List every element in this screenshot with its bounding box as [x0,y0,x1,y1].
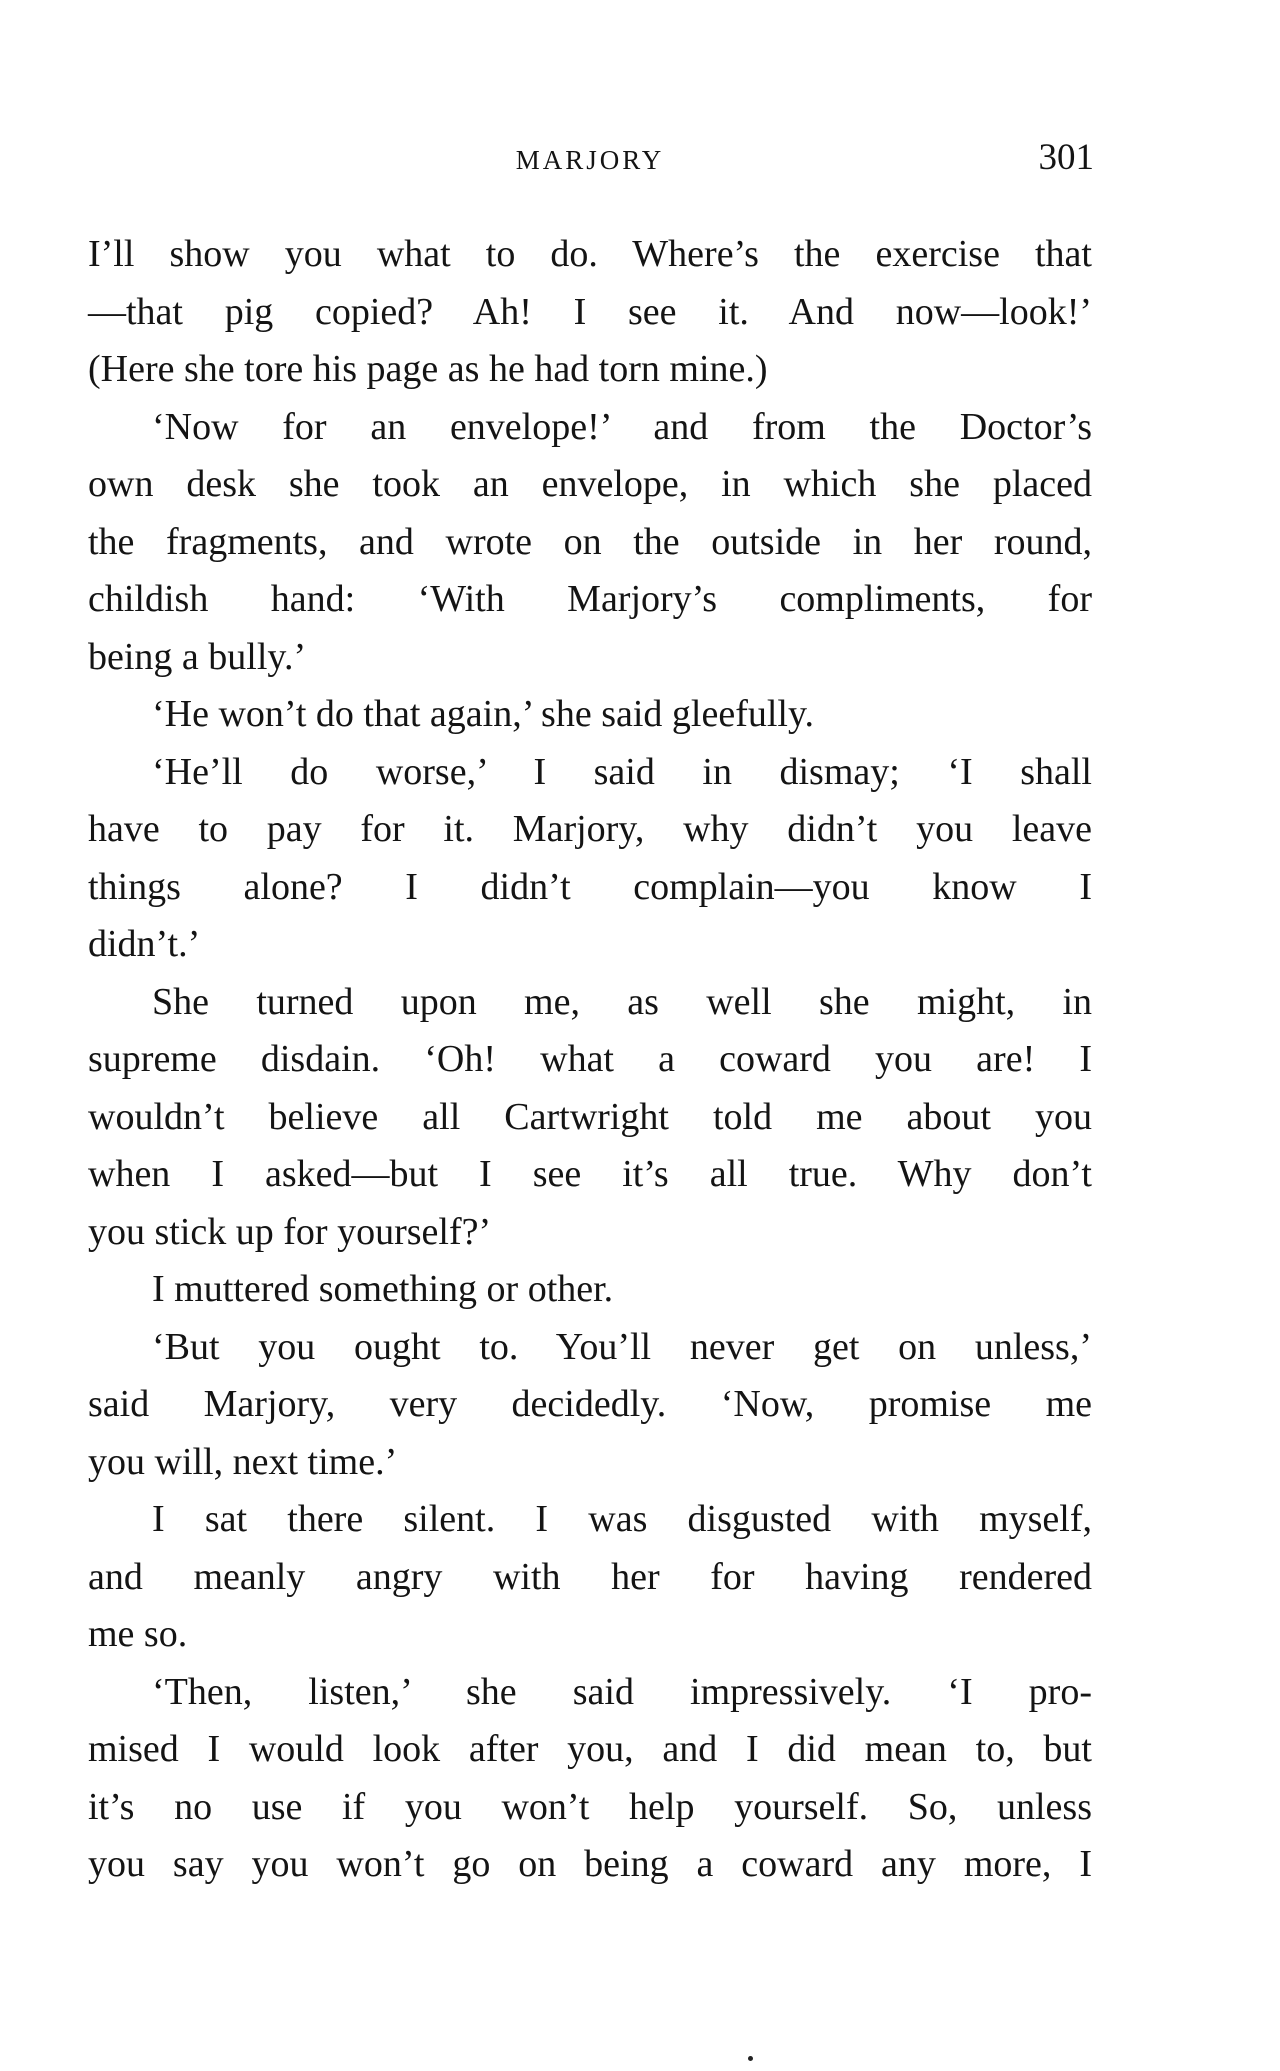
text-line: —that pig copied? Ah! I see it. And now—look!’ [88,290,1092,333]
text-line: the fragments, and wrote on the outside in her round, [88,520,1092,563]
text-line: own desk she took an envelope, in which she placed [88,463,1092,505]
text-line: I’ll show you what to do. Where’s the exercise that [88,233,1092,275]
text-line: it’s no use if you won’t help yourself. So, unless [88,1785,1092,1828]
text-line: me so. [88,1613,188,1655]
text-line: ‘He’ll do worse,’ I said in dismay; ‘I shall [152,750,1092,793]
text-line: being a bully.’ [88,635,307,678]
text-line: She turned upon me, as well she might, in [152,980,1092,1023]
text-line: ‘Then, listen,’ she said impressively. ‘I pro- [152,1670,1092,1713]
text-line: ‘Now for an envelope!’ and from the Doctor’s [152,405,1092,448]
text-line: ‘He won’t do that again,’ she said gleefully. [152,693,814,735]
text-line: wouldn’t believe all Cartwright told me about you [88,1095,1092,1138]
text-line: ‘But you ought to. You’ll never get on unless,’ [152,1325,1092,1368]
text-line: you stick up for yourself?’ [88,1210,492,1253]
text-line: didn’t.’ [88,923,201,965]
text-line: said Marjory, very decidedly. ‘Now, promise me [88,1383,1092,1425]
text-line: when I asked—but I see it’s all true. Why don’t [88,1153,1092,1195]
running-head [88,136,1092,184]
print-speck [748,2056,753,2061]
page-number: 301 [1038,137,1094,178]
text-line: you will, next time.’ [88,1440,398,1483]
text-line: you say you won’t go on being a coward any more, I [88,1843,1092,1885]
text-line: supreme disdain. ‘Oh! what a coward you are! I [88,1038,1092,1080]
text-line: childish hand: ‘With Marjory’s compliments, for [88,578,1092,620]
text-line: have to pay for it. Marjory, why didn’t you leave [88,808,1092,850]
text-line: (Here she tore his page as he had torn mine.) [88,348,768,390]
text-line: and meanly angry with her for having rendered [88,1555,1092,1598]
text-line: I muttered something or other. [152,1268,614,1310]
body-text [88,226,1092,1894]
running-title: MARJORY [515,145,665,175]
text-line: I sat there silent. I was disgusted with myself, [152,1498,1092,1540]
text-line: things alone? I didn’t complain—you know I [88,865,1092,908]
text-line: mised I would look after you, and I did mean to, but [88,1728,1092,1770]
